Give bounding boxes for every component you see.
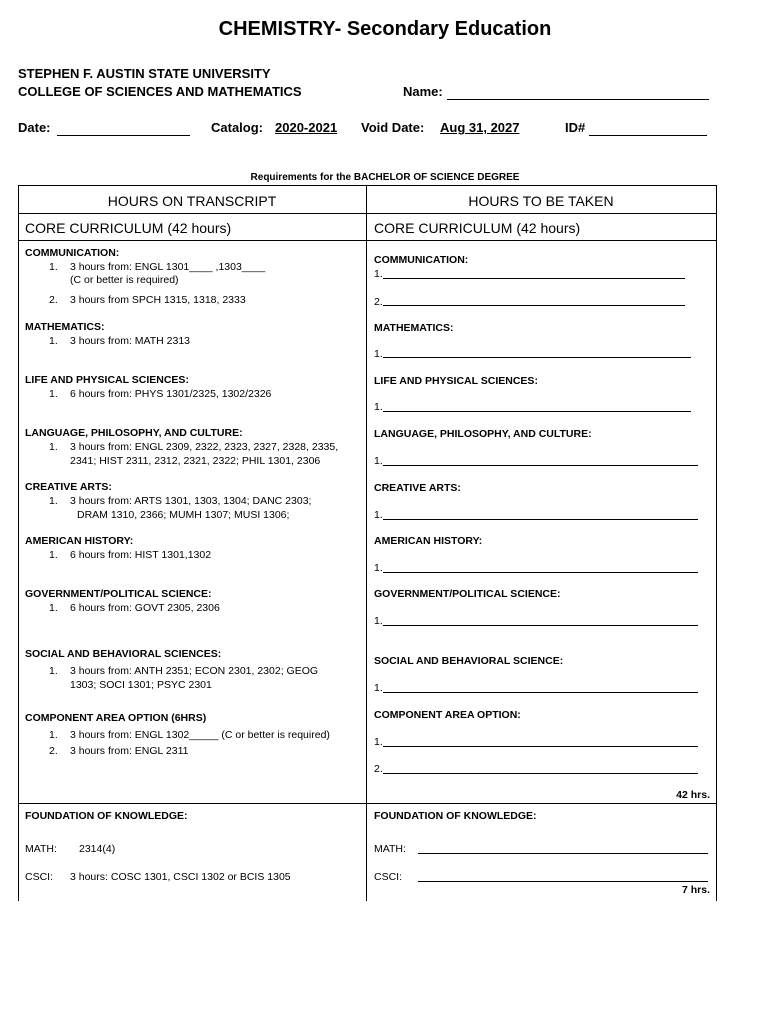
requirements-title: Requirements for the BACHELOR OF SCIENCE DEGREE [250, 172, 520, 183]
math-requirement-1: 3 hours from: MATH 2313 [70, 335, 191, 347]
right-social-heading: SOCIAL AND BEHAVIORAL SCIENCE: [374, 655, 564, 667]
life-entry-field-1[interactable] [383, 411, 691, 412]
list-number: 2. [374, 763, 383, 775]
table-header-border [18, 213, 716, 214]
component-requirement-1: 3 hours from: ENGL 1302_____ (C or better is required) [70, 729, 330, 741]
column-header-transcript: HOURS ON TRANSCRIPT [107, 193, 277, 209]
date-field[interactable] [57, 135, 190, 136]
void-date-value: Aug 31, 2027 [440, 120, 520, 135]
right-government-heading: GOVERNMENT/POLITICAL SCIENCE: [374, 588, 561, 600]
gov-entry-field-1[interactable] [383, 625, 698, 626]
comm-entry-field-2[interactable] [383, 305, 685, 306]
list-number: 1. [374, 736, 383, 748]
arts-entry-field-1[interactable] [383, 519, 698, 520]
list-number: 1. [374, 455, 383, 467]
social-requirement-1: 3 hours from: ANTH 2351; ECON 2301, 2302; GEOG [70, 665, 319, 677]
list-number: 1. [374, 268, 383, 280]
social-entry-field-1[interactable] [383, 692, 698, 693]
left-mathematics-heading: MATHEMATICS: [25, 321, 105, 333]
core-curriculum-left: CORE CURRICULUM (42 hours) [25, 220, 232, 236]
right-communication-heading: COMMUNICATION: [374, 254, 469, 266]
csci-entry-field[interactable] [418, 881, 708, 882]
table-top-border [18, 185, 716, 186]
catalog-value: 2020-2021 [275, 120, 338, 135]
college-name: COLLEGE OF SCIENCES AND MATHEMATICS [18, 84, 302, 99]
left-government-heading: GOVERNMENT/POLITICAL SCIENCE: [25, 588, 212, 600]
right-csci-label: CSCI: [374, 871, 403, 883]
right-mathematics-heading: MATHEMATICS: [374, 322, 454, 334]
right-creative-arts-heading: CREATIVE ARTS: [374, 482, 461, 494]
lang-entry-field-1[interactable] [383, 465, 698, 466]
id-label: ID# [565, 120, 586, 135]
list-number: 1. [49, 441, 58, 453]
social-requirement-1-cont: 1303; SOCI 1301; PSYC 2301 [70, 679, 212, 691]
gov-requirement-1: 6 hours from: GOVT 2305, 2306 [70, 602, 220, 614]
university-name: STEPHEN F. AUSTIN STATE UNIVERSITY [18, 66, 271, 81]
comm-requirement-1-note: (C or better is required) [70, 274, 179, 286]
life-requirement-1: 6 hours from: PHYS 1301/2325, 1302/2326 [70, 388, 272, 400]
left-component-heading: COMPONENT AREA OPTION (6HRS) [25, 712, 207, 724]
left-life-sciences-heading: LIFE AND PHYSICAL SCIENCES: [25, 374, 189, 386]
arts-requirement-1: 3 hours from: ARTS 1301, 1303, 1304; DANC 2303; [70, 495, 312, 507]
list-number: 1. [49, 388, 58, 400]
right-american-history-heading: AMERICAN HISTORY: [374, 535, 483, 547]
left-math-value: 2314(4) [79, 843, 116, 855]
column-header-to-be-taken: HOURS TO BE TAKEN [468, 193, 614, 209]
left-communication-heading: COMMUNICATION: [25, 247, 120, 259]
list-number: 1. [374, 348, 383, 360]
table-right-border [716, 185, 717, 901]
right-foundation-heading: FOUNDATION OF KNOWLEDGE: [374, 810, 537, 822]
math-entry-field[interactable] [418, 853, 708, 854]
right-language-heading: LANGUAGE, PHILOSOPHY, AND CULTURE: [374, 428, 592, 440]
list-number: 1. [374, 562, 383, 574]
list-number: 1. [374, 615, 383, 627]
core-hours-total: 42 hrs. [676, 789, 710, 801]
list-number: 1. [49, 495, 58, 507]
table-core-border [18, 240, 716, 241]
foundation-hours-total: 7 hrs. [681, 884, 710, 896]
list-number: 1. [49, 261, 58, 273]
list-number: 1. [49, 549, 58, 561]
name-label: Name: [403, 84, 443, 99]
math-entry-field-1[interactable] [383, 357, 691, 358]
component-requirement-2: 3 hours from: ENGL 2311 [70, 745, 189, 757]
table-foundation-border [18, 803, 716, 804]
list-number: 1. [374, 401, 383, 413]
list-number: 2. [49, 294, 58, 306]
catalog-label: Catalog: [211, 120, 263, 135]
void-date-label: Void Date: [361, 120, 425, 135]
component-entry-field-2[interactable] [383, 773, 698, 774]
list-number: 1. [49, 665, 58, 677]
amhist-requirement-1: 6 hours from: HIST 1301,1302 [70, 549, 212, 561]
left-creative-arts-heading: CREATIVE ARTS: [25, 481, 112, 493]
list-number: 1. [49, 729, 58, 741]
left-csci-value: 3 hours: COSC 1301, CSCI 1302 or BCIS 1305 [70, 871, 291, 883]
comm-requirement-1: 3 hours from: ENGL 1301____ ,1303____ [70, 261, 266, 273]
lang-requirement-1: 3 hours from: ENGL 2309, 2322, 2323, 2327, 2328, 2335, [70, 441, 339, 453]
left-language-heading: LANGUAGE, PHILOSOPHY, AND CULTURE: [25, 427, 243, 439]
name-field[interactable] [447, 99, 709, 100]
left-american-history-heading: AMERICAN HISTORY: [25, 535, 134, 547]
core-curriculum-right: CORE CURRICULUM (42 hours) [374, 220, 581, 236]
table-middle-border [366, 185, 367, 901]
id-field[interactable] [589, 135, 707, 136]
component-entry-field-1[interactable] [383, 746, 698, 747]
left-math-label: MATH: [25, 843, 57, 855]
right-math-label: MATH: [374, 843, 406, 855]
list-number: 2. [374, 296, 383, 308]
list-number: 1. [49, 335, 58, 347]
comm-entry-field-1[interactable] [383, 278, 685, 279]
right-life-sciences-heading: LIFE AND PHYSICAL SCIENCES: [374, 375, 538, 387]
table-left-border [18, 185, 19, 901]
page-title: CHEMISTRY- Secondary Education [218, 18, 552, 40]
list-number: 2. [49, 745, 58, 757]
list-number: 1. [374, 509, 383, 521]
left-foundation-heading: FOUNDATION OF KNOWLEDGE: [25, 810, 188, 822]
right-component-heading: COMPONENT AREA OPTION: [374, 709, 521, 721]
amhist-entry-field-1[interactable] [383, 572, 698, 573]
left-csci-label: CSCI: [25, 871, 54, 883]
date-label: Date: [18, 120, 51, 135]
lang-requirement-1-cont: 2341; HIST 2311, 2312, 2321, 2322; PHIL 1301, 2306 [70, 455, 321, 467]
list-number: 1. [374, 682, 383, 694]
left-social-heading: SOCIAL AND BEHAVIORAL SCIENCES: [25, 648, 222, 660]
comm-requirement-2: 3 hours from SPCH 1315, 1318, 2333 [70, 294, 246, 306]
arts-requirement-1-cont: DRAM 1310, 2366; MUMH 1307; MUSI 1306; [77, 509, 290, 521]
list-number: 1. [49, 602, 58, 614]
